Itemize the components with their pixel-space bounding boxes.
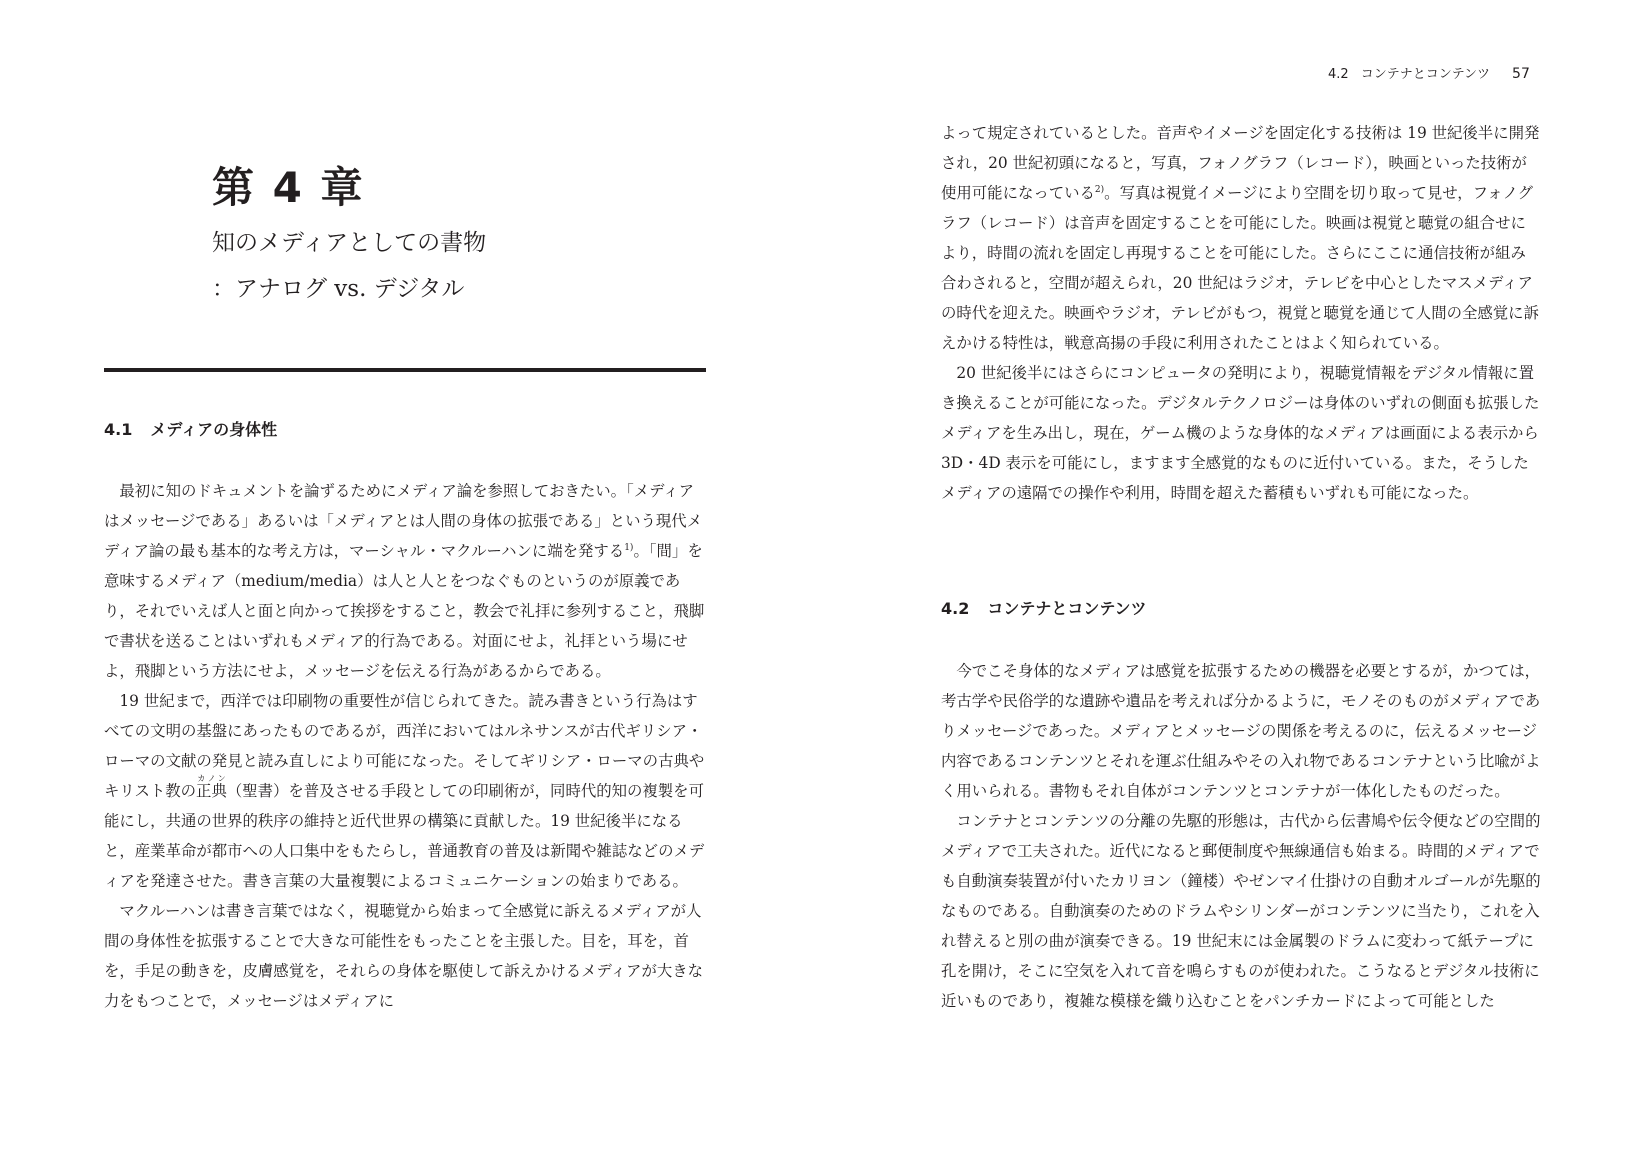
chapter-title: 第 4 章 [212,163,365,212]
right-body-text-bottom [941,656,1541,1016]
paragraph [941,806,1541,1016]
paragraph-text: （聖書）を普及させる手段としての印刷術が，同時代的知の複製を可能にし，共通の世界的秩序の維持と近代世界の構築に貢献した。19 世紀後半になると，産業革命が都市への人口集中をもたらし，普通教育の普及は新聞や雑誌などのメディアを発達させた。書き言葉の大量複製によるコミュニケーションの始まりである。 [104,782,705,890]
footnote-ref: 2) [1094,184,1105,195]
paragraph-text: コンテナとコンテンツの分離の先駆的形態は，古代から伝書鳩や伝令便などの空間的メディアで工夫された。近代になると郵便制度や無線通信も始まる。時間的メディアでも自動演奏装置が付いたカリヨン（鐘楼）やゼンマイ仕掛けの自動オルゴールが先駆的なものである。自動演奏のためのドラムやシリンダーがコンテンツに当たり，これを入れ替えると別の曲が演奏できる。19 世紀末には金属製のドラムに変わって紙テープに孔を開け，そこに空気を入れて音を鳴らすものが使われた。こうなるとデジタル技術に近いものであり，複雑な模様を織り込むことをパンチカードによって可能とした [941,812,1541,1010]
chapter-divider-rule [104,368,706,372]
paragraph [941,358,1541,508]
paragraph-text: 最初に知のドキュメントを論ずるためにメディア論を参照しておきたい。「メディアはメッセージである」あるいは「メディアとは人間の身体の拡張である」という現代メディア論の最も基本的な考え方は，マーシャル・マクルーハンに端を発する [104,482,703,560]
left-body-text [104,476,706,1016]
section-heading-4-1 [104,418,277,442]
paragraph-text: 。「間」を意味するメディア（medium/media）は人と人とをつなぐものというのが原義であり，それでいえば人と面と向かって挨拶をすること，教会で礼拝に参列すること，飛脚で書状を送ることはいずれもメディア的行為である。対面にせよ，礼拝という場にせよ，飛脚という方法にせよ，メッセージを伝える行為があるからである。 [104,542,705,680]
right-page [818,0,1636,1160]
chapter-subtitle-line-1: 知のメディアとしての書物 [212,230,487,256]
section-number: 4.1 [104,420,133,439]
running-head [1328,64,1528,85]
ruby-base: 正典 [196,782,227,800]
paragraph [104,896,706,1016]
footnote-ref: 1) [624,542,634,553]
right-body-text-top [941,118,1541,508]
ruby-reading: カノン [196,774,227,783]
chapter-subtitle-line-2: ：アナログ vs. デジタル [212,276,465,302]
section-title: コンテナとコンテンツ [987,599,1147,618]
page-number: 57 [1512,66,1530,82]
running-head-title: コンテナとコンテンツ [1360,67,1491,82]
section-heading-4-2 [941,597,1147,621]
paragraph-text: 19 世紀まで，西洋では印刷物の重要性が信じられてきた。読み書きという行為はすべての文明の基盤にあったものであるが，西洋においてはルネサンスが古代ギリシア・ローマの文献の発見と読み直しにより可能になった。そしてギリシア・ローマの古典やキリスト教の [104,692,705,800]
paragraph [941,118,1541,358]
paragraph-text: 今でこそ身体的なメディアは感覚を拡張するための機器を必要とするが，かつては，考古学や民俗学的な遺跡や遺品を考えれば分かるように，モノそのものがメディアでありメッセージであった。メディアとメッセージの関係を考えるのに，伝えるメッセージ内容であるコンテンツとそれを運ぶ仕組みやその入れ物であるコンテナという比喩がよく用いられる。書物もそれ自体がコンテンツとコンテナが一体化したものだった。 [941,662,1541,800]
paragraph [104,476,706,686]
paragraph-text: 。写真は視覚イメージにより空間を切り取って見せ，フォノグラフ（レコード）は音声を固定することを可能にした。映画は視覚と聴覚の組合せにより，時間の流れを固定し再現することを可能にした。さらにここに通信技術が組み合わされると，空間が超えられ，20 世紀はラジオ，テレビを中心としたマスメディアの時代を迎えた。映画やラジオ，テレビがもつ，視覚と聴覚を通じて人間の全感覚に訴えかける特性は，戦意高揚の手段に利用されたことはよく知られている。 [941,184,1539,352]
paragraph [104,686,706,896]
section-title: メディアの身体性 [150,420,278,439]
paragraph-text: よって規定されているとした。音声やイメージを固定化する技術は 19 世紀後半に開発され，20 世紀初頭になると，写真，フォノグラフ（レコード），映画といった技術が使用可能になっている [941,124,1540,202]
section-number: 4.2 [941,599,970,618]
paragraph [941,656,1541,806]
running-head-section-number: 4.2 [1328,67,1349,82]
paragraph-text: 20 世紀後半にはさらにコンピュータの発明により，視聴覚情報をデジタル情報に置き換えることが可能になった。デジタルテクノロジーは身体のいずれの側面も拡張したメディアを生み出し，現在，ゲーム機のような身体的なメディアは画面による表示から 3D・4D 表示を可能にし，ますます全感覚的なものに近付いている。また，そうしたメディアの遠隔での操作や利用，時間を超えた蓄積もいずれも可能になった。 [941,364,1540,502]
paragraph-text: マクルーハンは書き言葉ではなく，視聴覚から始まって全感覚に訴えるメディアが人間の身体性を拡張することで大きな可能性をもったことを主張した。目を，耳を，首を，手足の動きを，皮膚感覚を，それらの身体を駆使して訴えかけるメディアが大きな力をもつことで，メッセージはメディアに [104,902,704,1010]
ruby-annotation [196,774,227,800]
